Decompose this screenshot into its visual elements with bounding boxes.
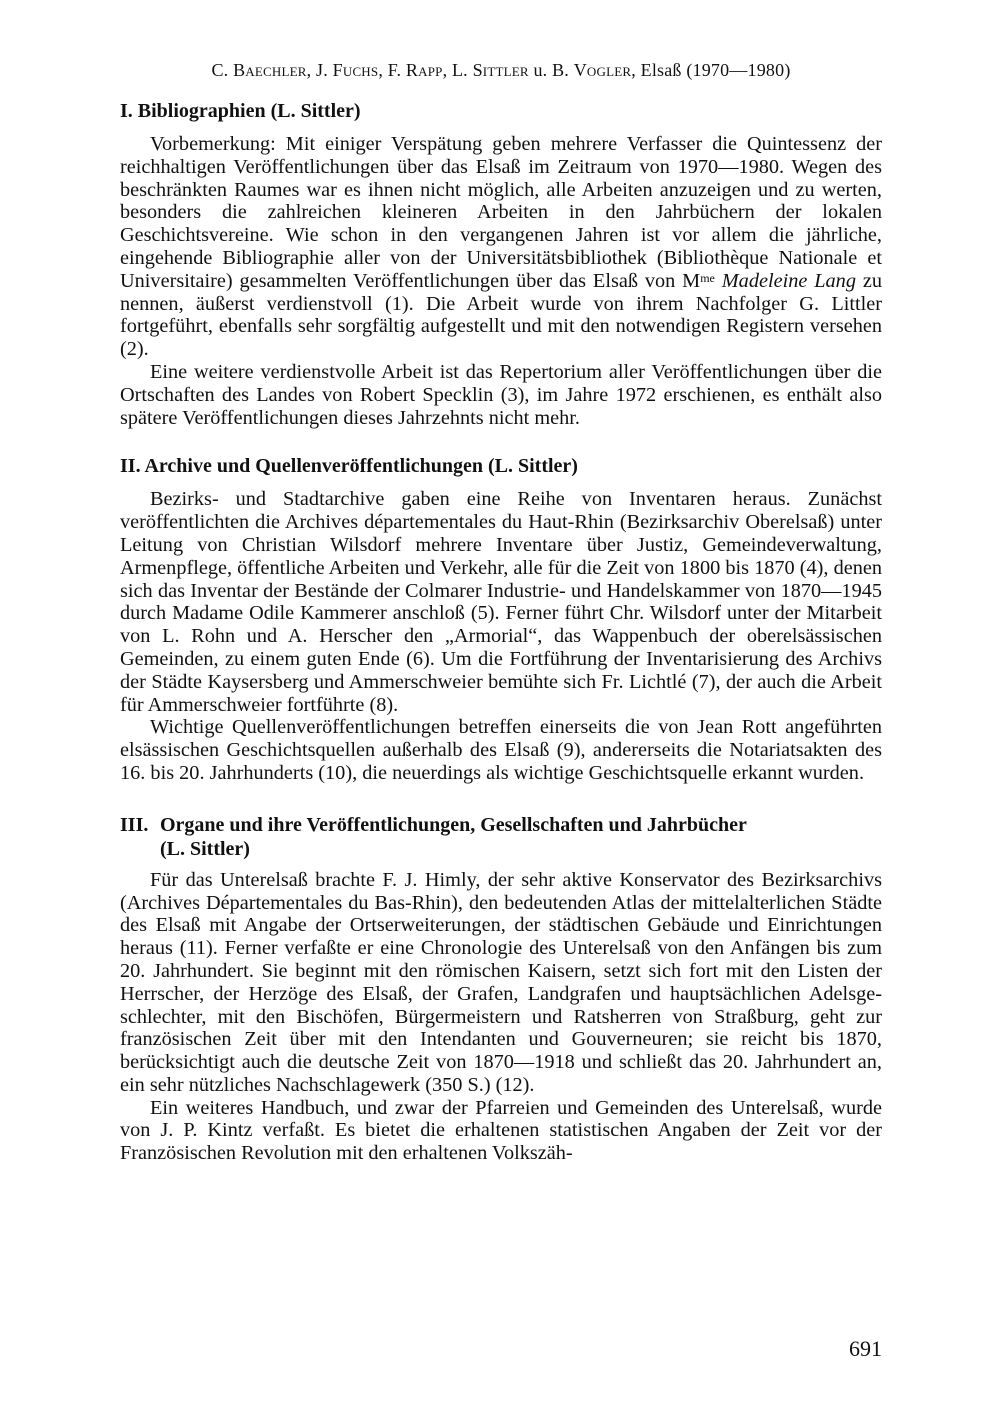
- paragraph: Bezirks- und Stadtarchive gaben eine Reihe von Inventaren heraus. Zunächst veröffentlichten die Archives départementales du Haut-Rhin (Bezirksarchiv Oberelsaß) unter Leitung von Christian Wilsdorf mehrere Inventare über Justiz, Gemeindeverwaltung, Armenpflege, öffentliche Arbeiten und Verkehr, alle für die Zeit von 1800 bis 1870 (4), denen sich das Inventar der Bestände der Colmarer Industrie- und Handelskammer von 1870—1945 durch Madame Odile Kammerer anschloß (5). Ferner führt Chr. Wilsdorf unter der Mitarbeit von L. Rohn und A. Herscher den „Armorial“, das Wappenbuch der oberelsässischen Gemeinden, zu einem guten Ende (6). Um die Fortführung der Inventarisierung des Archivs der Städte Kaysersberg und Ammerschweier bemühte sich Fr. Lichtlé (7), der auch die Arbeit für Ammerschweier fortführte (8).: [120, 488, 882, 716]
- paragraph: Für das Unterelsaß brachte F. J. Himly, der sehr aktive Konservator des Bezirksarchivs (Archives Départementales du Bas-Rhin), den bedeutenden Atlas der mittelalterlichen Städte des Elsaß mit Angabe der Ortserweiterungen, der städtischen Gebäude und Einrichtungen heraus (11). Ferner verfaßte er eine Chronologie des Unterelsaß von den Anfängen bis zum 20. Jahrhundert. Sie beginnt mit den römischen Kaisern, setzt sich fort mit den Listen der Herrscher, der Herzöge des Elsaß, der Grafen, Landgrafen und hauptsächlichen Adelsgeschlechter, mit den Bischöfen, Bürgermeistern und Ratsherren von Straßburg, geht zur französischen Zeit über mit den Intendanten und Gouverneuren; sie reicht bis 1870, berücksichtigt auch die deutsche Zeit von 1870—1918 und schließt das 20. Jahrhundert an, ein sehr nützliches Nachschlagewerk (350 S.) (12).: [120, 868, 882, 1096]
- section-heading: I. Bibliographien (L. Sittler): [120, 100, 361, 122]
- paragraph: Ein weiteres Handbuch, und zwar der Pfarreien und Gemeinden des Unterelsaß, wurde von J. P. Kintz verfaßt. Es bietet die erhaltenen statistischen Angaben der Zeit vor der Französischen Revolution mit den erhaltenen Volkszäh-: [120, 1096, 882, 1165]
- paragraph-text: Vorbemerkung: Mit einiger Verspätung geben mehrere Verfasser die Quintessenz der reichhaltigen Veröffentlichungen über das Elsaß im Zeitraum von 1970—1980. Wegen des beschränkten Raumes war es ihnen nicht möglich, alle Arbeiten anzuzeigen und zu werten, besonders die zahlreichen kleineren Arbeiten in den Jahrbüchern der lokalen Geschichtsvereine. Wie schon in den vergangenen Jahren ist vor allem die jährliche, eingehende Bibliographie aller von der Universitätsbibliothek (Bibliothèque Nationale et Universitaire) gesammelten Veröffentlichungen über das Elsaß von M: [120, 133, 882, 292]
- heading-text: [160, 813, 747, 861]
- author-initial: C.: [211, 60, 234, 80]
- superscript: me: [700, 270, 715, 285]
- section-heading: [120, 813, 882, 861]
- conjunction: u.: [528, 60, 553, 80]
- section-organe: [120, 813, 882, 1165]
- paragraph: [120, 133, 882, 361]
- section-heading: II. Archive und Quellenveröffentlichungen (L. Sittler): [120, 455, 578, 478]
- heading-line: Organe und ihre Veröffentlichungen, Gesellschaften und Jahrbücher: [160, 813, 747, 836]
- author-name: Vogler: [573, 60, 632, 80]
- author-initial: J.: [316, 60, 333, 80]
- author-initial: F.: [387, 60, 406, 80]
- separator: ,: [306, 60, 317, 80]
- paragraph: Wichtige Quellenveröffentlichungen betreffen einerseits die von Jean Rott angeführten elsässischen Geschichtsquellen außerhalb des Elsaß (9), andererseits die Notariatsakten des 16. bis 20. Jahrhunderts (10), die neuerdings als wichtige Geschichtsquelle erkannt wurden.: [120, 716, 882, 784]
- heading-number: III.: [120, 813, 149, 836]
- author-initial: L.: [451, 60, 473, 80]
- italic-name: Madeleine Lang: [721, 269, 856, 292]
- running-head: [120, 60, 882, 81]
- paragraph-text: zu nennen, äußerst verdienstvoll (1). Die Arbeit wurde von ihrem Nachfolger G. Littler fortgeführt, ebenfalls sehr sorgfältig aufgestellt und mit den notwendigen Registern versehen (2).: [120, 269, 882, 361]
- space: [715, 270, 722, 292]
- section-bibliographien: [120, 99, 882, 429]
- page-body: [120, 60, 882, 1190]
- author-name: Sittler: [472, 60, 529, 80]
- heading-line: (L. Sittler): [160, 837, 250, 860]
- topic: , Elsaß (1970—1980): [631, 60, 791, 80]
- paragraph: Eine weitere verdienstvolle Arbeit ist das Repertorium aller Veröffentlichungen über die Ortschaften des Landes von Robert Specklin (3), im Jahre 1972 erschienen, es enthält also spätere Veröffentlichungen dieses Jahrzehnts nicht mehr.: [120, 360, 882, 429]
- author-name: Fuchs: [332, 60, 379, 80]
- separator: ,: [442, 60, 452, 80]
- separator: ,: [378, 60, 388, 80]
- author-initial: B.: [552, 60, 574, 80]
- section-archive: [120, 454, 882, 784]
- page-number: 691: [849, 1336, 882, 1361]
- author-name: Rapp: [405, 60, 443, 80]
- author-name: Baechler: [233, 60, 307, 80]
